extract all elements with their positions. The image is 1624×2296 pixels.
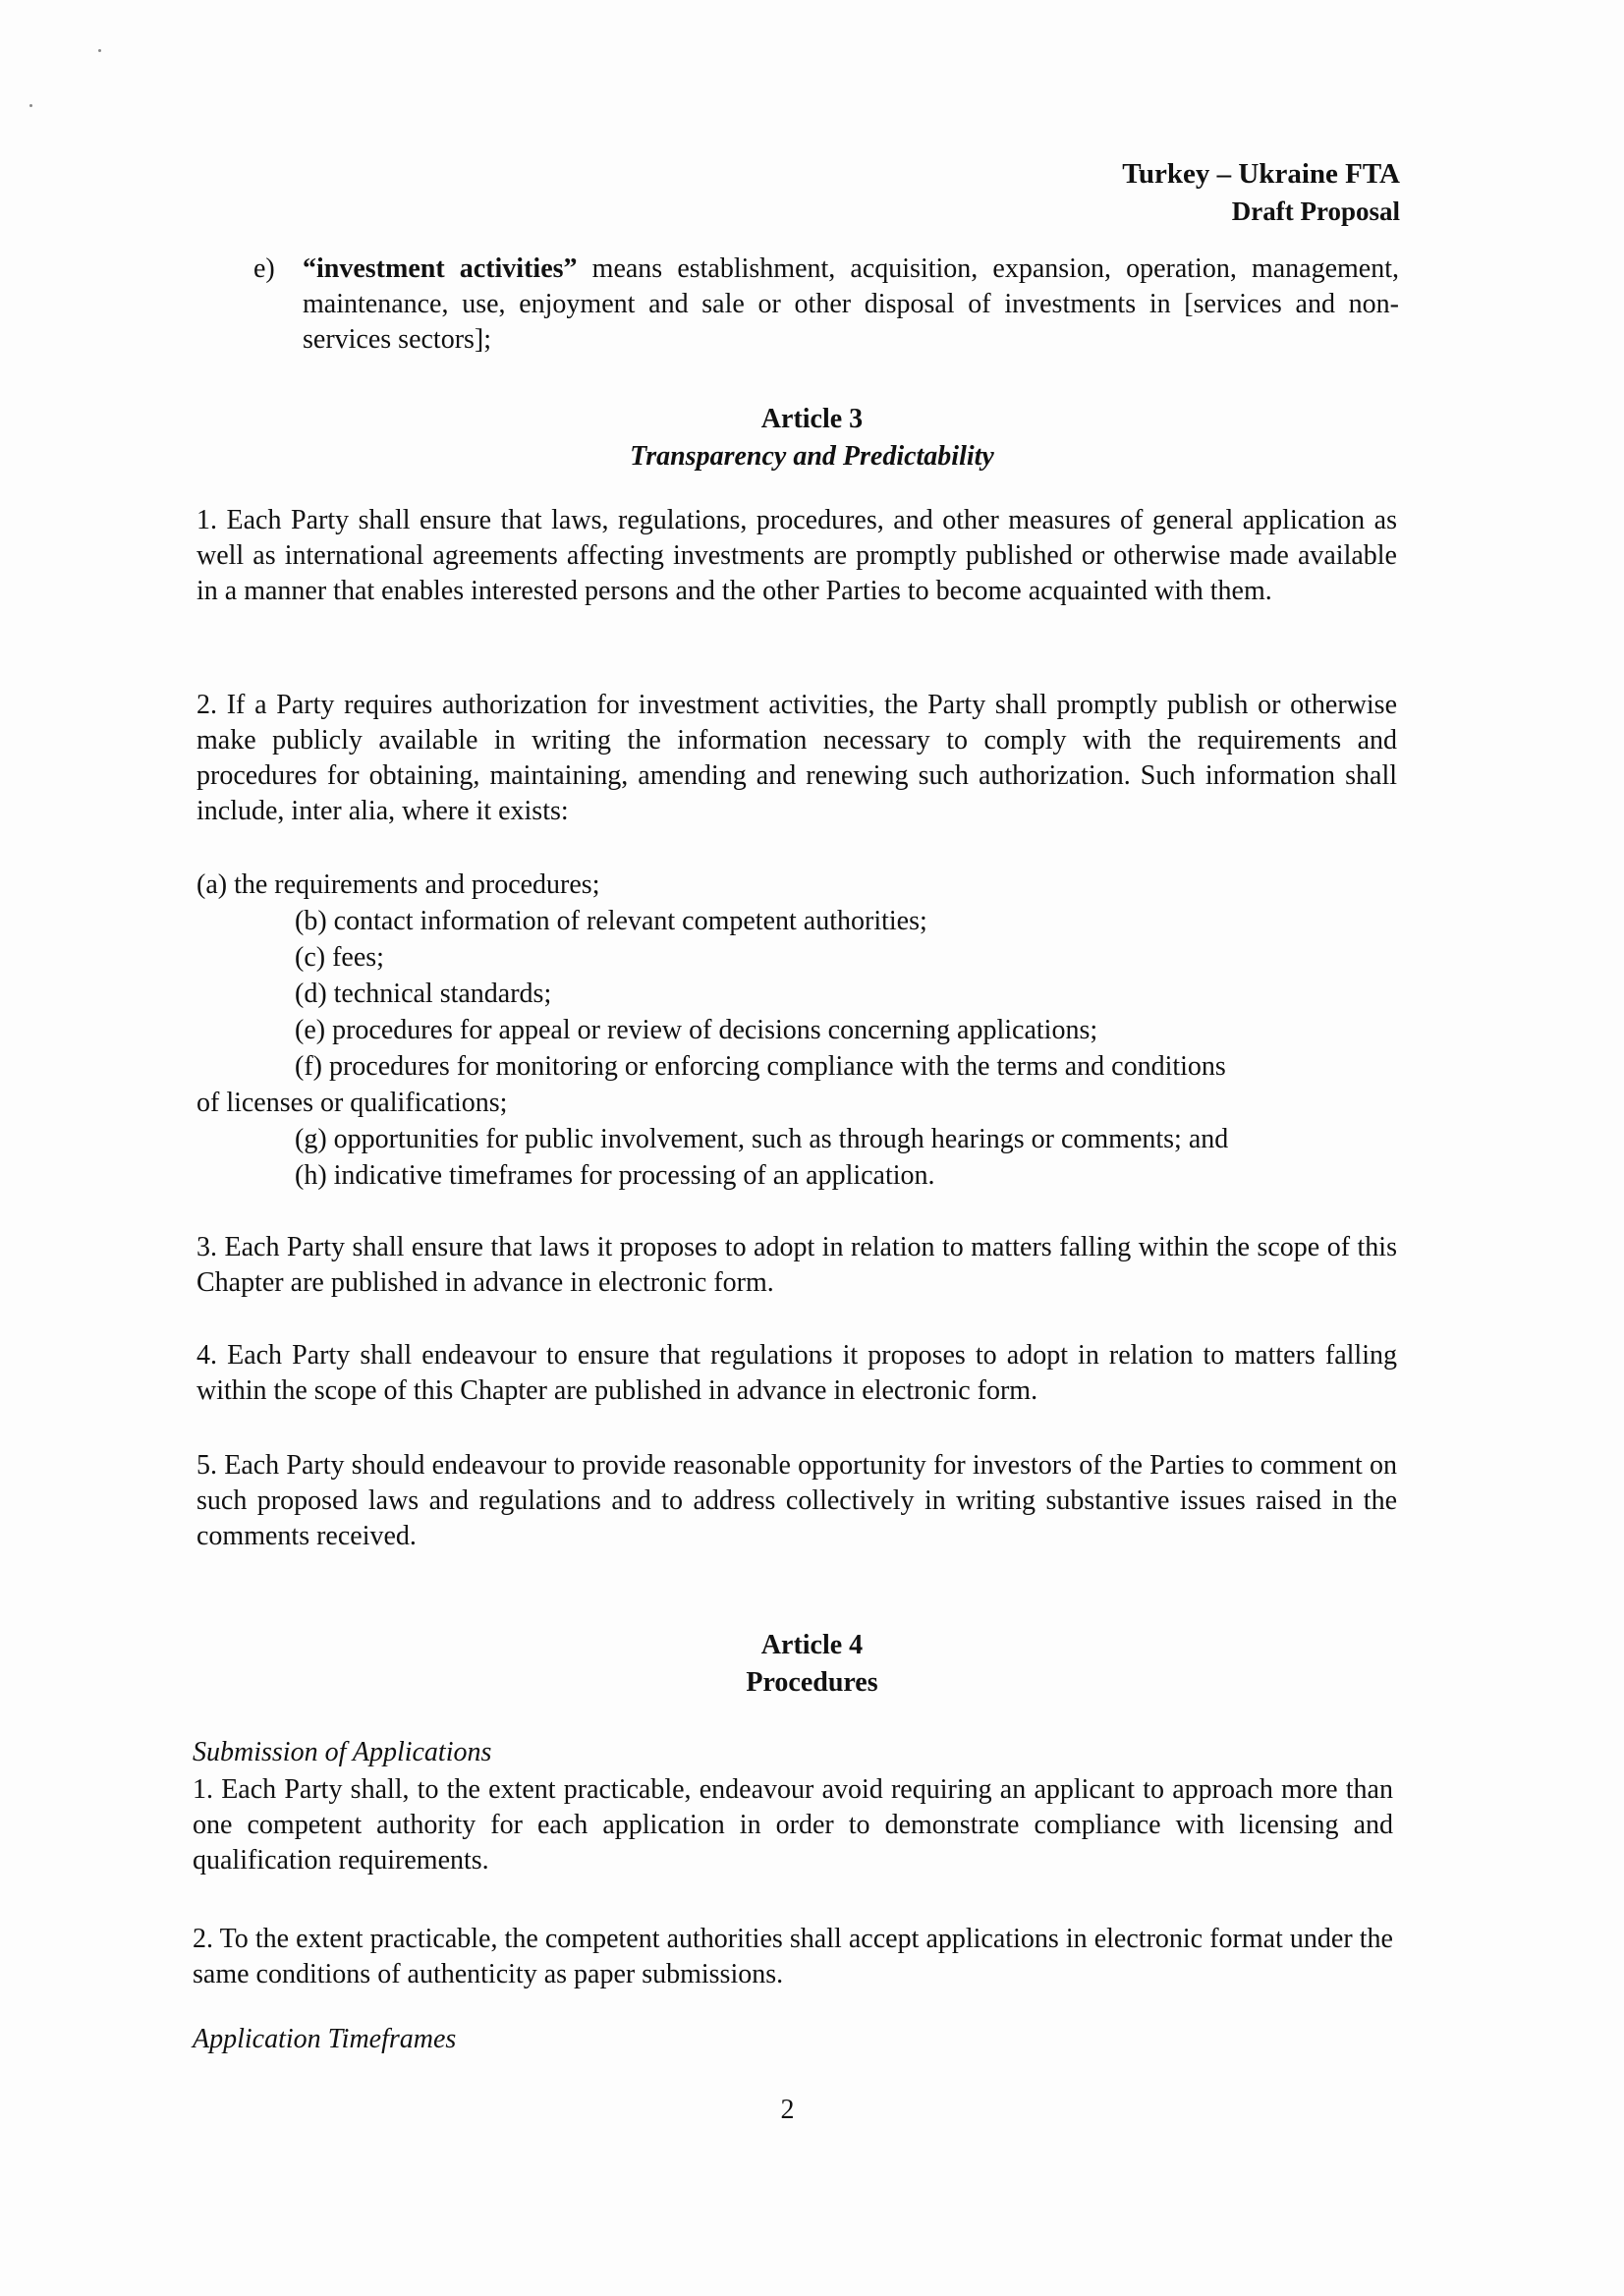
- scan-speck: [29, 104, 32, 107]
- article-3-heading: [0, 401, 1624, 476]
- scan-speck: [98, 49, 101, 52]
- paragraph: 1. Each Party shall, to the extent practicable, endeavour avoid requiring an applicant to approach more than one competent authority for each application in order to demonstrate compliance with licensing and qualification requirements.: [193, 1774, 1393, 1876]
- article-number: Article 3: [760, 404, 864, 434]
- definition-text: means establishment, acquisition, expansion, operation, management, maintenance, use, enjoyment and sale or other disposal of investments in [services and non-services sectors];: [303, 253, 1399, 355]
- requirements-list: [196, 867, 1397, 1194]
- list-item: (c) fees;: [295, 942, 384, 973]
- list-item: (b) contact information of relevant competent authorities;: [295, 906, 927, 936]
- document-header: [1122, 155, 1400, 230]
- page-number: 2: [780, 2095, 795, 2125]
- paragraph: 3. Each Party shall ensure that laws it proposes to adopt in relation to matters falling within the scope of this Chapter are published in advance in electronic form.: [196, 1232, 1397, 1298]
- list-item: (e) procedures for appeal or review of decisions concerning applications;: [295, 1015, 1098, 1045]
- list-item: (d) technical standards;: [295, 979, 552, 1009]
- article-4-heading: [0, 1627, 1624, 1702]
- article-title: Procedures: [746, 1667, 878, 1698]
- paragraph: 2. To the extent practicable, the competent authorities shall accept applications in electronic format under the same conditions of authenticity as paper submissions.: [193, 1924, 1393, 1989]
- list-item: (g) opportunities for public involvement, such as through hearings or comments; and: [295, 1124, 1229, 1154]
- header-subtitle: Draft Proposal: [1231, 196, 1400, 226]
- list-item: (h) indicative timeframes for processing of an application.: [295, 1160, 935, 1191]
- paragraph: 2. If a Party requires authorization for investment activities, the Party shall promptly publish or otherwise make publicly available in writing the information necessary to comply with the requirements and procedures for obtaining, maintaining, amending and renewing such authorization. Such information shall include, inter alia, where it exists:: [196, 690, 1397, 826]
- subsection-heading: Submission of Applications: [193, 1737, 492, 1767]
- list-item: (f) procedures for monitoring or enforcing compliance with the terms and conditions: [295, 1051, 1226, 1082]
- article-title: Transparency and Predictability: [630, 441, 994, 472]
- article-number: Article 4: [760, 1630, 864, 1660]
- list-item: (a) the requirements and procedures;: [196, 869, 600, 900]
- paragraph: 5. Each Party should endeavour to provide reasonable opportunity for investors of the Parties to comment on such proposed laws and regulations and to address collectively in writing substantive issues raised in the comments received.: [196, 1450, 1397, 1551]
- definition-item-e: [253, 252, 1399, 358]
- paragraph: 4. Each Party shall endeavour to ensure that regulations it proposes to adopt in relation to matters falling within the scope of this Chapter are published in advance in electronic form.: [196, 1340, 1397, 1406]
- header-title: Turkey – Ukraine FTA: [1122, 158, 1400, 190]
- definition-content: [303, 252, 1399, 358]
- list-item-continuation: of licenses or qualifications;: [196, 1088, 508, 1118]
- definition-term: “investment activities”: [303, 253, 578, 284]
- definition-label: e): [253, 253, 275, 284]
- subsection-heading: Application Timeframes: [193, 2024, 457, 2054]
- paragraph: 1. Each Party shall ensure that laws, regulations, procedures, and other measures of general application as well as international agreements affecting investments are promptly published or otherwise made available in a manner that enables interested persons and the other Parties to become acquainted with them.: [196, 505, 1397, 606]
